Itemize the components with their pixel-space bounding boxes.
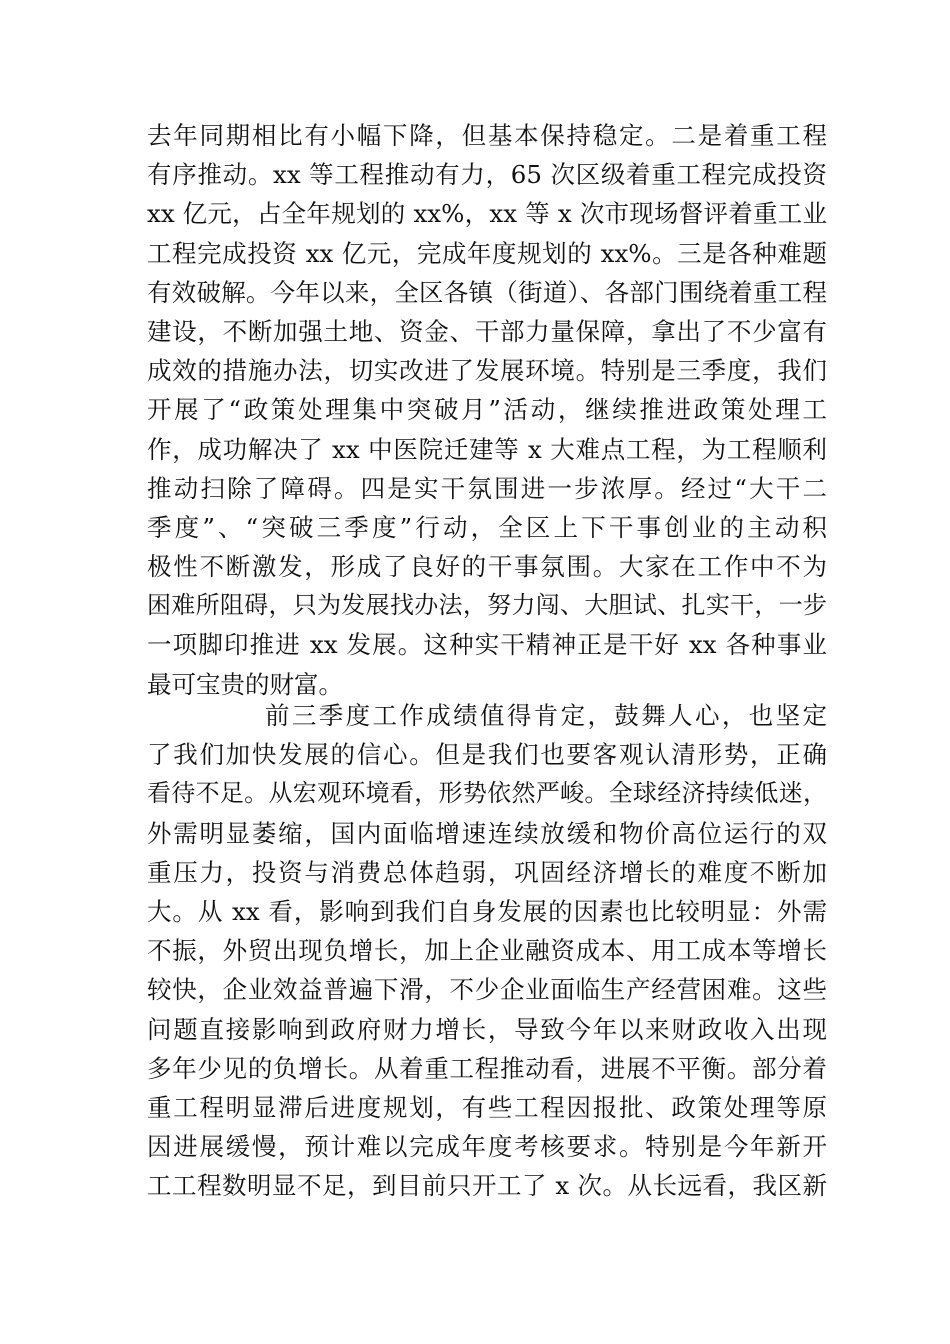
paragraph-line: 大。从 xx 看，影响到我们自身发展的因素也比较明显：外需 (147, 896, 827, 926)
paragraph-line: 有序推动。xx 等工程推动有力，65 次区级着重工程完成投资 (147, 160, 827, 190)
paragraph-line: 成效的措施办法，切实改进了发展环境。特别是三季度，我们 (147, 356, 827, 386)
paragraph-line: 外需明显萎缩，国内面临增速连续放缓和物价高位运行的双 (147, 818, 827, 848)
paragraph-line: 作，成功解决了 xx 中医院迁建等 x 大难点工程，为工程顺利 (147, 434, 827, 464)
paragraph-line: 有效破解。今年以来，全区各镇（街道）、各部门围绕着重工程 (147, 277, 827, 307)
paragraph-line: 工工程数明显不足，到目前只开工了 x 次。从长远看，我区新 (147, 1171, 827, 1201)
paragraph-line: 因进展缓慢，预计难以完成年度考核要求。特别是今年新开 (147, 1132, 827, 1162)
paragraph-line: 看待不足。从宏观环境看，形势依然严峻。全球经济持续低迷， (147, 779, 827, 808)
paragraph-1 (147, 116, 827, 704)
paragraph-line: 去年同期相比有小幅下降，但基本保持稳定。二是着重工程 (147, 121, 827, 150)
paragraph-line: 建设，不断加强土地、资金、干部力量保障，拿出了不少富有 (147, 316, 827, 346)
paragraph-line: 重压力，投资与消费总体趋弱，巩固经济增长的难度不断加 (147, 857, 827, 887)
paragraph-line: 不振，外贸出现负增长，加上企业融资成本、用工成本等增长 (147, 936, 827, 966)
paragraph-line: 工程完成投资 xx 亿元，完成年度规划的 xx%。三是各种难题 (147, 238, 827, 268)
paragraph-line: 多年少见的负增长。从着重工程推动看，进展不平衡。部分着 (147, 1053, 827, 1083)
paragraph-line: 问题直接影响到政府财力增长，导致今年以来财政收入出现 (147, 1014, 827, 1044)
paragraph-line: xx 亿元，占全年规划的 xx%，xx 等 x 次市现场督评着重工业 (147, 199, 827, 229)
paragraph-line: 重工程明显滞后进度规划，有些工程因报批、政策处理等原 (147, 1092, 827, 1122)
paragraph-first-line: 前三季度工作成绩值得肯定，鼓舞人心，也坚定 (265, 701, 827, 730)
paragraph-line: 一项脚印推进 xx 发展。这种实干精神正是干好 xx 各种事业 (147, 630, 827, 660)
paragraph-2 (147, 696, 827, 1205)
paragraph-line: 最可宝贵的财富。 (147, 669, 343, 699)
paragraph-line: 季度”、“突破三季度”行动，全区上下干事创业的主动积 (147, 512, 827, 542)
paragraph-line: 极性不断激发，形成了良好的干事氛围。大家在工作中不为 (147, 552, 827, 582)
paragraph-line: 较快，企业效益普遍下滑，不少企业面临生产经营困难。这些 (147, 975, 827, 1005)
paragraph-line: 了我们加快发展的信心。但是我们也要客观认清形势，正确 (147, 740, 827, 770)
paragraph-line: 推动扫除了障碍。四是实干氛围进一步浓厚。经过“大干二 (147, 473, 827, 503)
paragraph-line: 开展了“政策处理集中突破月”活动，继续推进政策处理工 (147, 395, 827, 425)
paragraph-line: 困难所阻碍，只为发展找办法，努力闯、大胆试、扎实干，一步 (147, 591, 827, 620)
